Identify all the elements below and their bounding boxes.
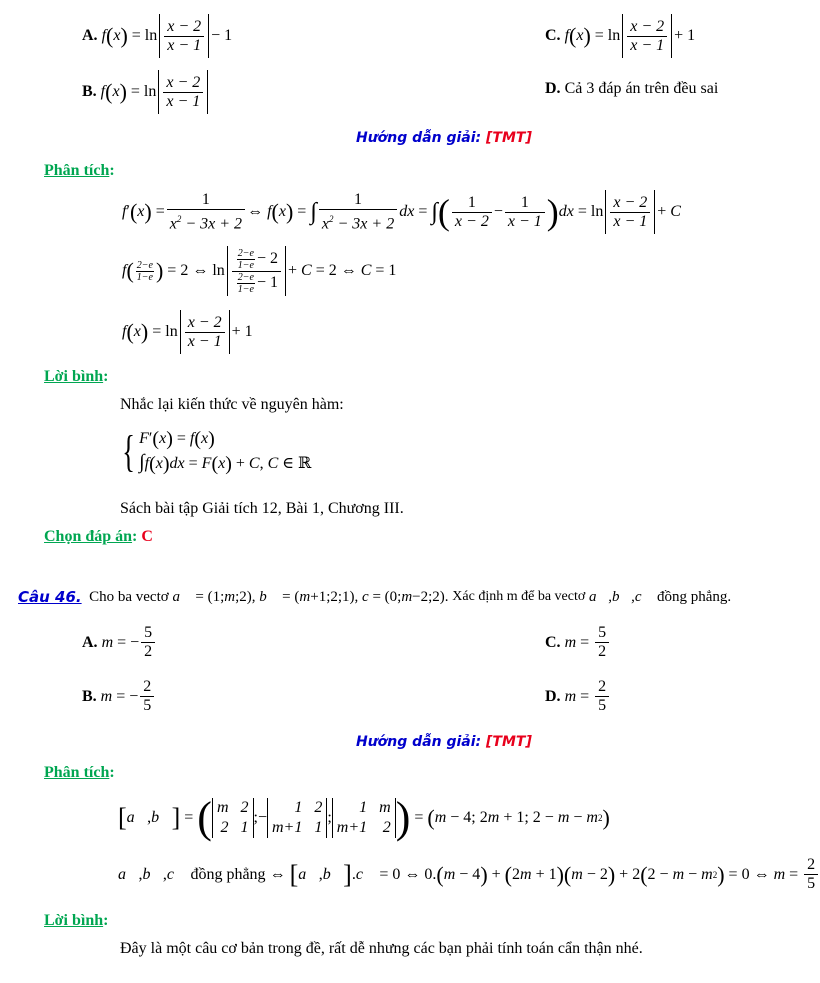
q46-guide-header [356, 734, 532, 750]
guide-tag: [TMT] [486, 130, 532, 146]
q46-comment-title: Lời bình: [44, 912, 109, 929]
q45-antiderivative-system: { F′(x) = f(x) ∫f(x)dx = F(x) + C, C ∈ ℝ [122, 426, 312, 476]
option-label: D. [545, 80, 561, 97]
q46-analysis-title: Phân tích: [44, 764, 115, 781]
q45-option-b[interactable]: B. f ( x ) = ln $\frac{x - 2}{x - 1}$ [82, 70, 210, 114]
q45-guide-header [356, 130, 532, 146]
section-title: Lời bình [44, 912, 104, 929]
guide-text: Hướng dẫn giải: [356, 130, 482, 146]
option-label: C. [545, 633, 561, 651]
q45-analysis-title: Phân tích: [44, 162, 115, 179]
q46-stem: Câu 46. Cho ba vectơ a⃗ = (1; m ;2), b⃗ = ( m +1;2;1), c = (0; m −2;2). Xác định m để ba vectơ a⃗ , b⃗ , c⃗ đồng phẳng. [18, 588, 732, 606]
section-title: Phân tích [44, 162, 110, 179]
coplanar-text: đồng phẳng [190, 865, 266, 883]
q46-comment: Đây là một câu cơ bản trong đề, rất dễ nhưng các bạn phải tính toán cẩn thận nhé. [120, 940, 643, 957]
option-text: Cả 3 đáp án trên đều sai [564, 80, 719, 97]
q45-comment-title: Lời bình: [44, 368, 109, 385]
option-label: B. [82, 83, 97, 100]
q45-comment-ref: Sách bài tập Giải tích 12, Bài 1, Chương III. [120, 500, 404, 517]
q46-option-a[interactable]: A. m = − $\frac{5}{2}$ [82, 624, 157, 661]
q45-option-a[interactable]: A. f ( x ) = ln $\frac{x - 2}{x - 1}$ − 1 [82, 14, 232, 58]
q45-derivation-1: f ′ ( x ) = $\frac{1}{x^2 - 3x + 2}$ ⇔ f ( x ) = ∫ $\frac{1}{x^2 - 3x + 2}$ dx = ∫ ( $\frac{1}{x - 2}$ − $\frac{1}{x - 1}$ ) dx = ln $\frac{x - 2}{x - 1}$ + C [122, 190, 681, 233]
section-title: Chọn đáp án [44, 528, 133, 545]
q45-derivation-3: f ( x ) = ln $\frac{x - 2}{x - 1}$ + 1 [122, 310, 253, 354]
q45-comment-intro: Nhắc lại kiến thức về nguyên hàm: [120, 396, 344, 413]
question-number: Câu 46. [18, 588, 82, 606]
q46-option-c[interactable]: C. m = $\frac{5}{2}$ [545, 624, 611, 661]
q46-coplanar-condition: a⃗ , b⃗ , c⃗ đồng phẳng ⇔ [ a⃗ , b⃗ ] . c⃗ = 0 ⇔ 0. ( m − 4 ) + ( 2 m + 1 ) ( m − 2 ) + 2 ( 2 − m − m 2 ) = 0 ⇔ m = $\frac{2}{5}$ [118, 856, 820, 893]
option-label: A. [82, 27, 98, 44]
guide-text: Hướng dẫn giải: [356, 734, 482, 750]
option-label: B. [82, 687, 97, 705]
option-label: D. [545, 687, 561, 705]
q45-option-c[interactable]: C. f ( x ) = ln $\frac{x - 2}{x - 1}$ + 1 [545, 14, 695, 58]
q46-cross-product: [ a⃗ , b⃗ ] = ( m 2 2 1 ;− 1 2 m+1 1 ; 1 m m+1 2 ) = ( m − 4; 2 m + 1; 2 − m − m 2 ) [118, 793, 610, 842]
q45-option-d[interactable] [545, 80, 718, 98]
guide-tag: [TMT] [486, 734, 532, 750]
section-title: Lời bình [44, 368, 104, 385]
section-title: Phân tích [44, 764, 110, 781]
q45-derivation-2: f ( $\frac{2-e}{1-e}$ ) = 2 ⇔ ln $\frac{2-e}{1-e}$ − 2 $\frac{2-e}{1-e}$ − 1 + C = 2 ⇔ C = 1 [122, 247, 397, 295]
q46-option-b[interactable]: B. m = − $\frac{2}{5}$ [82, 678, 156, 715]
q46-option-d[interactable]: D. m = $\frac{2}{5}$ [545, 678, 611, 715]
answer-letter: C [141, 528, 153, 545]
option-label: A. [82, 633, 98, 651]
q45-choose-answer: Chọn đáp án: C [44, 528, 153, 545]
option-label: C. [545, 27, 561, 44]
